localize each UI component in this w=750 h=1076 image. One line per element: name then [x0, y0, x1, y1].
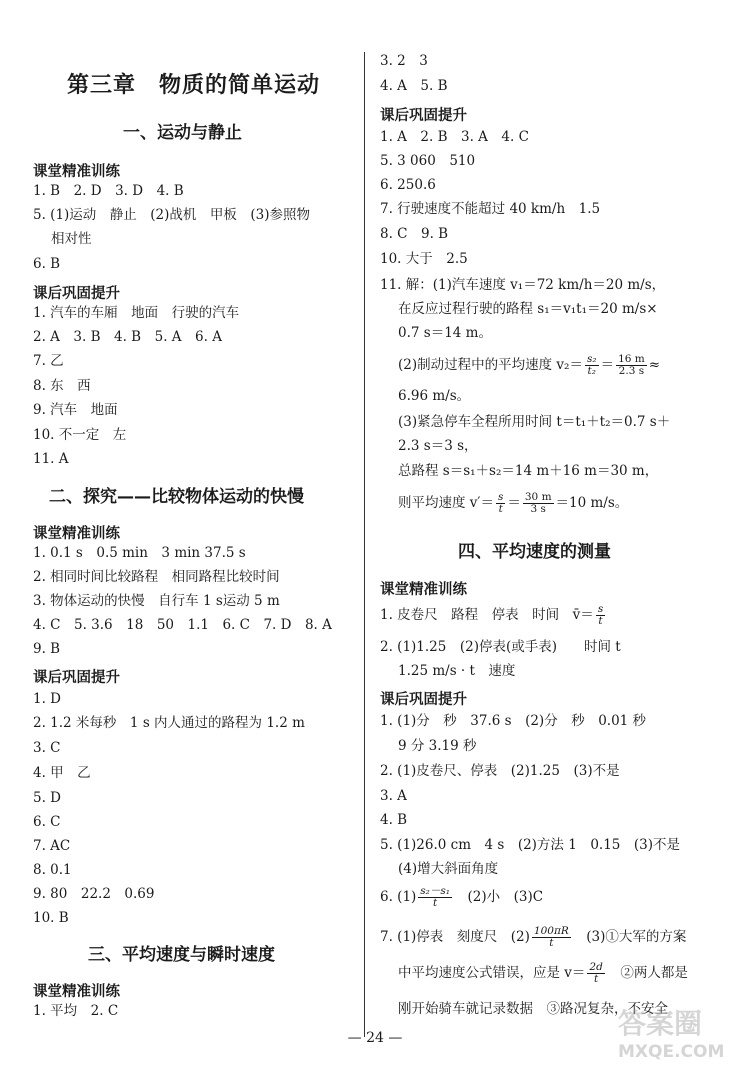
q11-line: 6.96 m/s。 — [398, 388, 471, 404]
subsection-title: 课后巩固提升 — [33, 670, 120, 686]
q11-line: 总路程 s＝s₁＋s₂＝14 m＋16 m＝30 m， — [398, 463, 659, 479]
q11-line: (2)制动过程中的平均速度 v₂＝ $\frac{\text{s₂}}{\text{t₂}}$ ＝ $\frac{16 m}{2.3 s}$ ≈ — [398, 353, 661, 377]
answer-line: 4. C 5. 3.6 18 50 1.1 6. C 7. D 8. A — [33, 617, 332, 633]
subsection-title: 课堂精准训练 — [380, 582, 467, 598]
answer-line: 3. 物体运动的快慢 自行车 1 s运动 5 m — [33, 593, 280, 609]
answer-line: 2. 相同时间比较路程 相同路程比较时间 — [33, 569, 280, 585]
subsection-title: 课后巩固提升 — [380, 108, 467, 124]
answer-line: 8. 0.1 — [33, 862, 72, 878]
watermark-text: 答案圈 — [618, 1007, 703, 1040]
fraction: $\frac{\text{s₂－s₁}}{t}$ — [420, 885, 450, 909]
q11-line: 11. 解：(1)汽车速度 v₁＝72 km/h＝20 m/s， — [380, 277, 666, 293]
answer-line: 11. A — [33, 451, 69, 467]
answer-line: 1. 平均 2. C — [33, 1003, 119, 1019]
answer-line: 2. A 3. B 4. B 5. A 6. A — [33, 329, 222, 345]
answer-line: 8. 东 西 — [33, 378, 91, 394]
answer-line: 2. 1.2 米每秒 1 s 内人通过的路程为 1.2 m — [33, 715, 305, 731]
fraction: $\frac{16 m}{2.3 s}$ — [618, 353, 645, 377]
answer-line: 1. B 2. D 3. D 4. B — [33, 183, 184, 199]
q11-line: 2.3 s＝3 s， — [398, 438, 478, 454]
answer-line: (4)增大斜面角度 — [398, 861, 499, 877]
answer-line: 9 分 3.19 秒 — [398, 738, 477, 754]
fraction: $\frac{100\pi R}{t}$ — [533, 925, 569, 949]
answer-line: 6. (1) $\frac{\text{s₂－s₁}}{t}$ (2)小 (3)C — [380, 885, 544, 909]
answer-line: 9. 汽车 地面 — [33, 402, 118, 418]
answer-line: 2. (1)1.25 (2)停表(或手表) 时间 t — [380, 639, 621, 655]
subsection-title: 课堂精准训练 — [33, 984, 120, 1000]
subsection-title: 课堂精准训练 — [33, 526, 120, 542]
section-title: 二、探究——比较物体运动的快慢 — [49, 487, 304, 507]
answer-line: 1. (1)分 秒 37.6 s (2)分 秒 0.01 秒 — [380, 713, 647, 729]
watermark-logo — [612, 998, 742, 1070]
answer-line: 3. A — [380, 788, 407, 804]
answer-line: 5. 3 060 510 — [380, 153, 476, 169]
subsection-title: 课后巩固提升 — [380, 692, 467, 708]
answer-line: 7. 乙 — [33, 353, 64, 369]
fraction: $\frac{s}{t}$ — [597, 603, 604, 627]
q11-line: 在反应过程行驶的路程 s₁＝v₁t₁＝20 m/s× — [398, 301, 658, 317]
q11-line: (3)紧急停车全程所用时间 t＝t₁＋t₂＝0.7 s＋ — [398, 414, 671, 430]
answer-line: 9. 80 22.2 0.69 — [33, 886, 155, 902]
answer-line: 8. C 9. B — [380, 226, 449, 242]
section-title: 三、平均速度与瞬时速度 — [88, 945, 275, 965]
fraction: $\frac{30 m}{3 s}$ — [524, 491, 552, 515]
answer-line: 9. B — [33, 641, 61, 657]
answer-line: 7. 行驶速度不能超过 40 km/h 1.5 — [380, 201, 601, 217]
answer-line: 4. 甲 乙 — [33, 765, 91, 781]
answer-line: 1. A 2. B 3. A 4. C — [380, 129, 529, 145]
answer-line: 1. 皮卷尺 路程 停表 时间 v̄＝ $\frac{s}{t}$ — [380, 603, 604, 627]
fraction: $\frac{2d}{t}$ — [589, 961, 603, 985]
fraction: $\frac{\text{s₂}}{\text{t₂}}$ — [586, 353, 597, 377]
answer-line: 2. (1)皮卷尺、停表 (2)1.25 (3)不是 — [380, 763, 620, 779]
answer-line: 3. 2 3 — [380, 53, 428, 69]
answer-line: 7. (1)停表 刻度尺 (2) $\frac{100\pi R}{t}$ (3)①大军的方案 — [380, 925, 687, 949]
answer-line: 7. AC — [33, 838, 71, 854]
q11-line: 则平均速度 v′＝ $\frac{s}{t}$ ＝ $\frac{30 m}{3 s}$ ＝10 m/s。 — [398, 491, 629, 515]
answer-line: 1. 汽车的车厢 地面 行驶的汽车 — [33, 305, 240, 321]
answer-line: 1. 0.1 s 0.5 min 3 min 37.5 s — [33, 545, 246, 561]
answer-line: 相对性 — [51, 231, 92, 247]
answer-line: 6. 250.6 — [380, 177, 436, 193]
answer-line: 1. D — [33, 691, 61, 707]
answer-line: 中平均速度公式错误，应是 v＝ $\frac{2d}{t}$ ②两人都是 — [398, 961, 688, 985]
chapter-title: 第三章 物质的简单运动 — [67, 73, 321, 98]
answer-line: 10. 大于 2.5 — [380, 251, 468, 267]
subsection-title: 课后巩固提升 — [33, 286, 120, 302]
answer-line: 4. B — [380, 812, 408, 828]
fraction: $\frac{s}{t}$ — [497, 491, 504, 515]
subsection-title: 课堂精准训练 — [33, 164, 120, 180]
watermark-url: MXQE.COM — [618, 1042, 725, 1062]
answer-line: 10. B — [33, 910, 69, 926]
answer-line: 5. (1)运动 静止 (2)战机 甲板 (3)参照物 — [33, 207, 311, 223]
answer-line: 3. C — [33, 740, 61, 756]
answer-line: 5. (1)26.0 cm 4 s (2)方法 1 0.15 (3)不是 — [380, 837, 680, 853]
answer-line: 4. A 5. B — [380, 78, 448, 94]
answer-line: 1.25 m/s · t 速度 — [398, 663, 516, 679]
answer-line: 10. 不一定 左 — [33, 427, 127, 443]
column-divider — [364, 52, 365, 1037]
section-title: 四、平均速度的测量 — [458, 542, 611, 562]
page-number: — 24 — — [347, 1030, 403, 1046]
answer-line: 6. C — [33, 814, 61, 830]
answer-line: 刚开始骑车就记录数据 ③路况复杂，不安全 — [398, 1001, 668, 1017]
section-title: 一、运动与静止 — [123, 123, 242, 143]
answer-line: 6. B — [33, 256, 61, 272]
answer-line: 5. D — [33, 790, 61, 806]
q11-line: 0.7 s＝14 m。 — [398, 325, 492, 341]
